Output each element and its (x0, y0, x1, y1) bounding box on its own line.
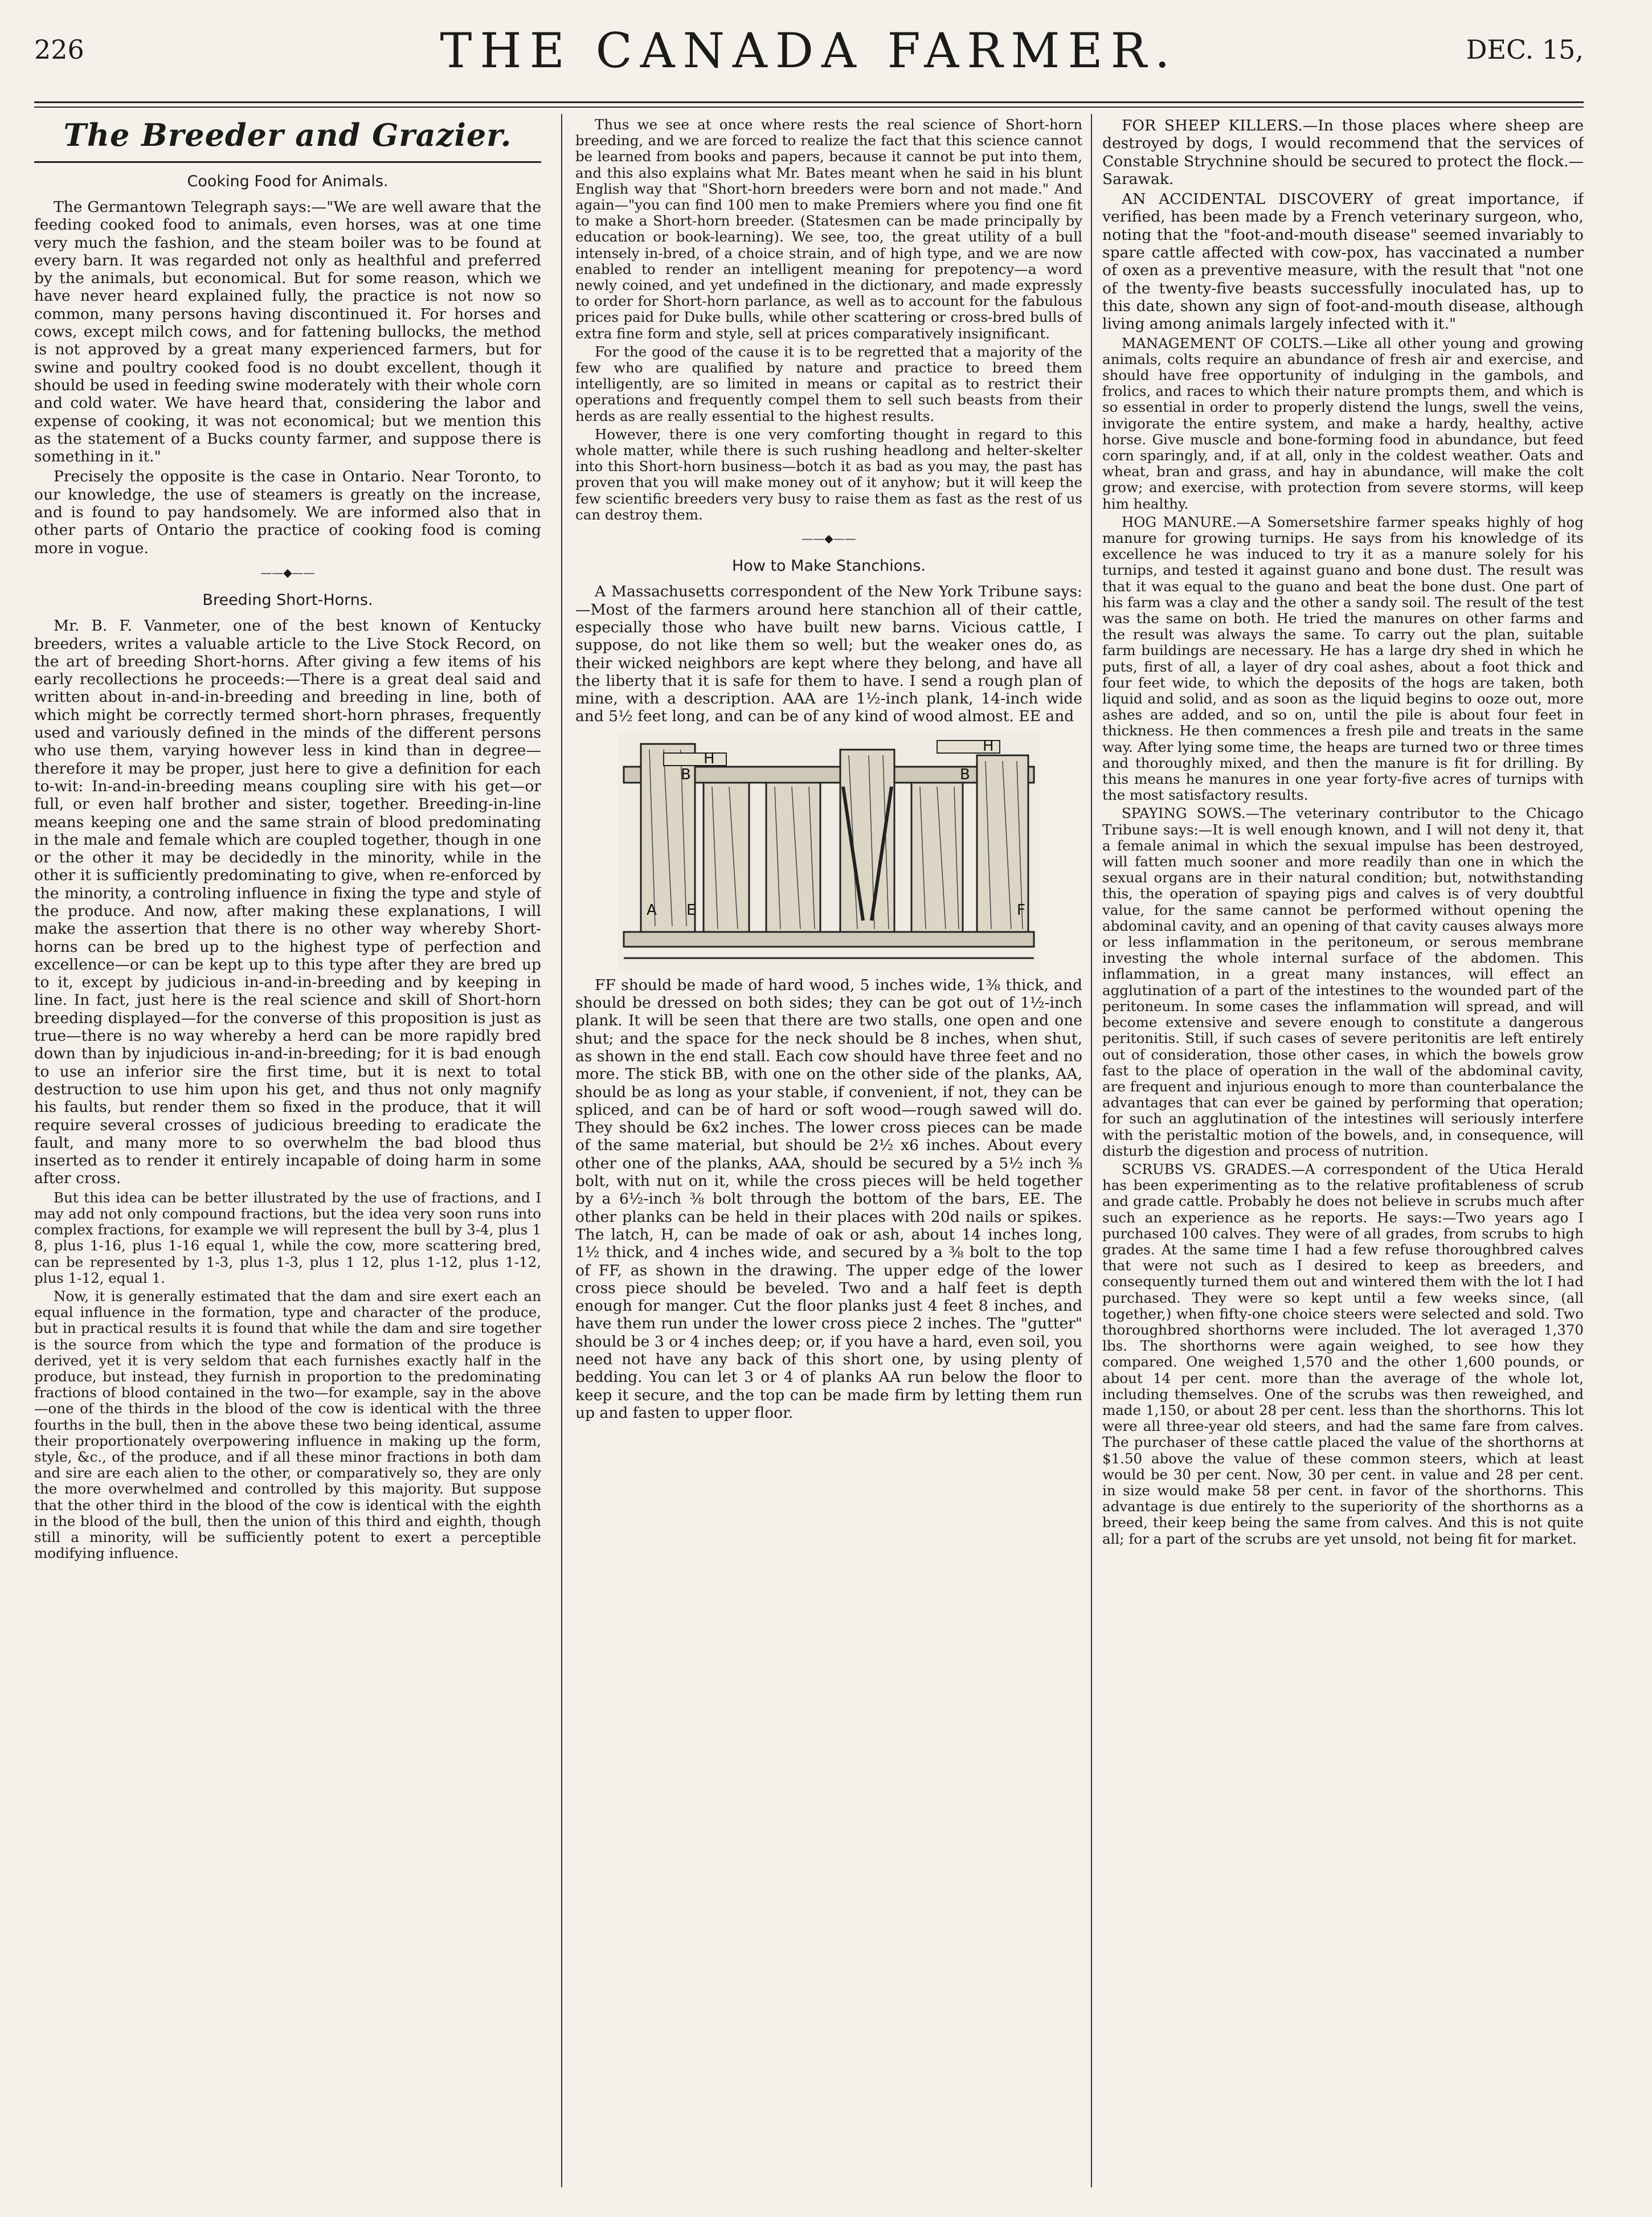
column-2 (575, 117, 1082, 2190)
column-1 (34, 117, 541, 2190)
figure-label-a: A (647, 901, 657, 919)
page-number: 226 (34, 34, 84, 65)
figure-label-e: E (686, 901, 696, 919)
paragraph: AN ACCIDENTAL DISCOVERY of great importance, if verified, has been made by a French veterinary surgeon, who, noting that the "foot-and-mouth disease" seemed invariably to spare cattle affected with cow-pox, has vaccinated a number of oxen as a preventive measure, with the result that "not one of the twenty-five beasts successfully inoculated has, up to this date, shown any sign of foot-and-mouth disease, although living among animals largely infected with it." (1102, 190, 1584, 333)
figure-label-b: B (681, 766, 691, 783)
article-title-breeding: Breeding Short-Horns. (202, 591, 373, 610)
divider-ornament: ——◆—— (802, 531, 856, 546)
masthead: THE CANADA FARMER. (440, 23, 1178, 79)
paragraph: The Germantown Telegraph says:—"We are well aware that the feeding cooked food to animals, even horses, was at one time very much the fashion, and the steam boiler was to be found at every barn. It was regarded not only as healthful and preferred by the animals, but economical. But for some reason, which we have never heard explained fully, the practice is not now so common, many persons having discontinued it. For horses and cows, except milch cows, and for fattening bullocks, the method is not approved by a great many experienced farmers, but for swine and poultry cooked food is no doubt excellent, though it should be used in feeding swine moderately with their whole corn and cold water. We have heard that, considering the labor and expense of cooking, it was not economical; but we mention this as the statement of a Bucks county farmer, and suppose there is something in it." (34, 198, 541, 466)
paragraph: SPAYING SOWS.—The veterinary contributor to the Chicago Tribune says:—It is well enough known, and I will not deny it, that a female animal in which the sexual impulse has been destroyed, will fatten much sooner and more readily than one in which the sexual organs are in their natural condition; but, notwithstanding this, the operation of spaying pigs and calves is of very doubtful value, for the same cannot be performed without opening the abdominal cavity, and an opening of that cavity causes always more or less inflammation in the peritoneum, or serous membrane investing the whole internal surface of the abdomen. This inflammation, in a great many instances, will effect an agglutination of a part of the intestines to the wounded part of the peritoneum. In some cases the inflammation will spread, and will become extensive and severe enough to constitute a dangerous peritonitis. Still, if such cases of severe peritonitis are left entirely out of consideration, those other cases, in which the bowels grow fast to the place of operation in the wall of the abdominal cavity, are frequent and injurious enough to more than counterbalance the advantages that can ever be gained by performing that operation; for such an agglutination of the intestines will seriously interfere with the peristaltic motion of the bowels, and, in consequence, will disturb the digestion and process of nutrition. (1102, 805, 1584, 1159)
heading-rule (34, 161, 541, 163)
column-divider (1091, 114, 1092, 2187)
issue-date: DEC. 15, (1466, 34, 1584, 65)
paragraph: Thus we see at once where rests the real science of Short-horn breeding, and we are forced to realize the fact that this science cannot be learned from books and papers, because it cannot be put into them, and this also explains what Mr. Bates meant when he said in his blunt English way that "Short-horn breeders were born and not made." And again—"you can find 100 men to make Premiers where you find one fit to make a Short-horn breeder. (Statesmen can be made principally by education or book-learning). We see, too, the great utility of a bull intensely in-bred, of a choice strain, and of high type, and we are now enabled to render an intelligent meaning for prepotency—a word newly coined, and yet undefined in the dictionary, and made expressly to order for Short-horn parlance, as well as to account for the fabulous prices paid for Duke bulls, while other scattering or cross-bred bulls of extra fine form and style, sell at prices comparatively insignificant. (575, 117, 1082, 342)
article-title-cooking: Cooking Food for Animals. (187, 173, 389, 190)
column-3 (1102, 117, 1584, 2190)
paragraph: Mr. B. F. Vanmeter, one of the best known of Kentucky breeders, writes a valuable article to the Live Stock Record, on the art of breeding Short-horns. After giving a few items of his early recollections he proceeds:—There is a great deal said and written about in-and-in-breeding and breeding in line, both of which might be correctly termed short-horn phrases, frequently used and variously defined in the minds of the different persons who use them, varying however less in kind than in degree—therefore it may be proper, just here to give a definition for each to-wit: In-and-in-breeding means coupling sire with his get—or full, or even half brother and sister, together. Breeding-in-line means keeping one and the same strain of blood predominating in the male and female which are coupled together, though in one or the other it may be decidedly in the minority, while in the other it is sufficiently predominating to give, when re-enforced by the minority, a controling influence in fixing the type and style of the produce. And now, after making these explanations, I will make the assertion that there is no other way whereby Short-horns can be bred up to the highest type of perfection and excellence—or can be kept up to this type after they are bred up to it, except by judicious in-and-in-breeding and by keeping in line. In fact, just here is the real science and skill of Short-horn breeding displayed—for the converse of this proposition is just as true—there is no way whereby a herd can be more rapidly bred down than by injudicious in-and-in-breeding; for it is bad enough to use an inferior sire the first time, but it is next to total destruction to use him upon his get, and thus not only magnify his faults, but render them so fixed in the produce, that it will require several crosses of judicious breeding to eradicate the fault, and many more to so overwhelm the bad blood thus inserted as to render it entirely incapable of doing harm in some after cross. (34, 617, 541, 1188)
paragraph: But this idea can be better illustrated by the use of fractions, and I may add not only compound fractions, but the idea very soon runs into complex fractions, for example we will represent the bull by 3-4, plus 1 8, plus 1-16, plus 1-16 equal 1, while the cow, more scattering bred, can be represented by 1-3, plus 1-3, plus 1 12, plus 1-12, plus 1-12, plus 1-12, equal 1. (34, 1189, 541, 1286)
section-heading: The Breeder and Grazier. (63, 117, 512, 153)
paragraph: FF should be made of hard wood, 5 inches wide, 1⅜ thick, and should be dressed on both sides; they can be got out of 1½-inch plank. It will be seen that there are two stalls, one open and one shut; and the space for the neck should be 8 inches, when shut, as shown in the end stall. Each cow should have three feet and no more. The stick BB, with one on the other side of the planks, AA, should be as long as your stable, if convenient, if not, they can be spliced, and can be of hard or soft wood—rough sawed will do. They should be 6x2 inches. The lower cross pieces can be made of the same material, but should be 2½ x6 inches. About every other one of the planks, AAA, should be secured by a 5½ inch ⅜ bolt, with nut on it, while the cross pieces will be held together by a 6½-inch ⅜ bolt through the bottom of the bars, EE. The other planks can be held in their places with 20d nails or spikes. The latch, H, can be made of oak or ash, about 14 inches long, 1½ thick, and 4 inches wide, and secured by a ⅜ bolt to the top of FF, as shown in the drawing. The upper edge of the lower cross piece should be beveled. Two and a half feet is depth enough for manger. Cut the floor planks just 4 feet 8 inches, and have them run under the lower cross piece 2 inches. The "gutter" should be 3 or 4 inches deep; or, if you have a hard, even soil, you need not have any back of this short one, by using plenty of bedding. You can let 3 or 4 of planks AA run below the floor to keep it secure, and the top can be made firm by letting them run up and fasten to upper floor. (575, 976, 1082, 1422)
article-title-stanchions: How to Make Stanchions. (731, 557, 926, 575)
paragraph: HOG MANURE.—A Somersetshire farmer speaks highly of hog manure for growing turnips. He says from his knowledge of its excellence he was induced to try it as a manure solely for his turnips, and tested it against guano and bone dust. The result was that it was equal to the guano and beat the bone dust. One part of his farm was a clay and the other a sandy soil. The result of the test was the same on both. He tried the manures on other farms and the result was always the same. To carry out the plan, suitable farm buildings are necessary. He has a large dry shed in which he puts, first of all, a layer of dry coal ashes, about a foot thick and four feet wide, to which the deposits of the hogs are taken, both liquid and solid, and as soon as the liquid begins to ooze out, more ashes are added, and so on, until the pile is about four feet in thickness. He then commences a fresh pile and treats in the same way. After lying some time, the heaps are turned two or three times and thoroughly mixed, and then the manure is fit for drilling. By this means he manures in one year forty-five acres of turnips with the most satisfactory results. (1102, 513, 1584, 804)
figure-label-h: H (983, 737, 994, 755)
paragraph: MANAGEMENT OF COLTS.—Like all other young and growing animals, colts require an abundance of fresh air and exercise, and should have free opportunity of indulging in the gambols, and frolics, and races to which their nature prompts them, and which is so essential in order to properly distend the lungs, swell the veins, invigorate the entire system, and make a hardy, healthy, active horse. Give muscle and bone-forming food in abundance, but feed corn sparingly, and, if at all, only in the coldest weather. Oats and wheat, bran and grass, and hay in abundance, will make the colt grow; and exercise, with protection from severe storms, will keep him healthy. (1102, 334, 1584, 512)
column-divider (561, 114, 562, 2187)
page-header (34, 23, 1584, 103)
paragraph: SCRUBS VS. GRADES.—A correspondent of the Utica Herald has been experimenting as to the relative profitableness of scrub and grade cattle. Probably he does not believe in scrubs much after such an experience as he reports. He says:—Two years ago I purchased 100 calves. They were of all grades, from scrubs to high grades. At the same time I had a few refuse thoroughbred calves that were not such as I desired to keep as breeders, and consequently turned them out and wintered them with the lot I had purchased. They were so kept until a few weeks since, (all together,) when fifty-one choice steers were selected and sold. Two thoroughbred shorthorns were included. The lot averaged 1,370 lbs. The shorthorns were again weighed, to see how they compared. One weighed 1,570 and the other 1,600 pounds, or about 14 per cent. more than the average of the whole lot, including themselves. One of the scrubs was then reweighed, and made 1,150, or about 28 per cent. less than the shorthorns. This lot were all three-year old steers, and had the same fare from calves. The purchaser of these cattle placed the value of the shorthorns at $1.50 above the value of these common steers, which at least would be 30 per cent. Now, 30 per cent. in value and 28 per cent. in size would make 58 per cent. in favor of the shorthorns. This advantage is due entirely to the superiority of the shorthorns as a breed, their keep being the same from calves. And this is not quite all; for a part of the scrubs are yet unsold, not being fit for market. (1102, 1160, 1584, 1547)
paragraph: Precisely the opposite is the case in Ontario. Near Toronto, to our knowledge, the use of steamers is greatly on the increase, and is found to pay handsomely. We are informed also that in other parts of Ontario the practice of cooking food is coming more in vogue. (34, 468, 541, 557)
figure-label-f: F (1017, 901, 1025, 919)
figure-label-b: B (960, 766, 970, 783)
paragraph: Now, it is generally estimated that the dam and sire exert each an equal influence in the formation, type and character of the produce, but in practical results it is found that while the dam and sire together is the source from which the type and formation of the produce is derived, yet it is very seldom that each furnishes exactly half in the produce, but instead, they furnish in proportion to the predominating fractions of blood contained in the two—for example, say in the above—one of the thirds in the blood of the cow is identical with the three fourths in the bull, then in the above these two being identical, assume their proportionately overpowering influence in making up the form, style, &c., of the produce, and if all these minor fractions in both dam and sire are each alien to the other, or comparatively so, they are only the more overwhelmed and controlled by this majority. But suppose that the other third in the blood of the cow is identical with the eighth in the blood of the bull, then the union of this third and eighth, though still a minority, will be sufficiently potent to exert a perceptible modifying influence. (34, 1287, 541, 1562)
figure-label-h: H (704, 750, 715, 767)
header-rule (34, 101, 1584, 108)
paragraph: However, there is one very comforting thought in regard to this whole matter, while there is such rushing headlong and helter-skelter into this Short-horn business—botch it as bad as you may, the past has proven that you will make money out of it anyhow; but it will keep the few scientific breeders very busy to raise them as fast as the rest of us can destroy them. (575, 426, 1082, 523)
paragraph: For the good of the cause it is to be regretted that a majority of the few who are qualified by nature and practice to breed them intelligently, are so limited in means or capital as to restrict their operations and frequently compel them to sell such beasts from their herds as are really essential to the highest results. (575, 343, 1082, 424)
paragraph: FOR SHEEP KILLERS.—In those places where sheep are destroyed by dogs, I would recommend that the services of Constable Strychnine should be secured to protect the flock.—Sarawak. (1102, 117, 1584, 188)
divider-ornament: ——◆—— (260, 565, 315, 579)
paragraph: A Massachusetts correspondent of the New York Tribune says:—Most of the farmers around here stanchion all of their cattle, especially those who have built new barns. Vicious cattle, I suppose, do not like them so well; but the weaker ones do, as their wicked neighbors are kept where they belong, and have all the liberty that it is safe for them to have. I send a rough plan of mine, with a description. AAA are 1½-inch plank, 14-inch wide and 5½ feet long, and can be of any kind of wood almost. EE and (575, 583, 1082, 726)
stanchion-illustration (618, 733, 1040, 972)
